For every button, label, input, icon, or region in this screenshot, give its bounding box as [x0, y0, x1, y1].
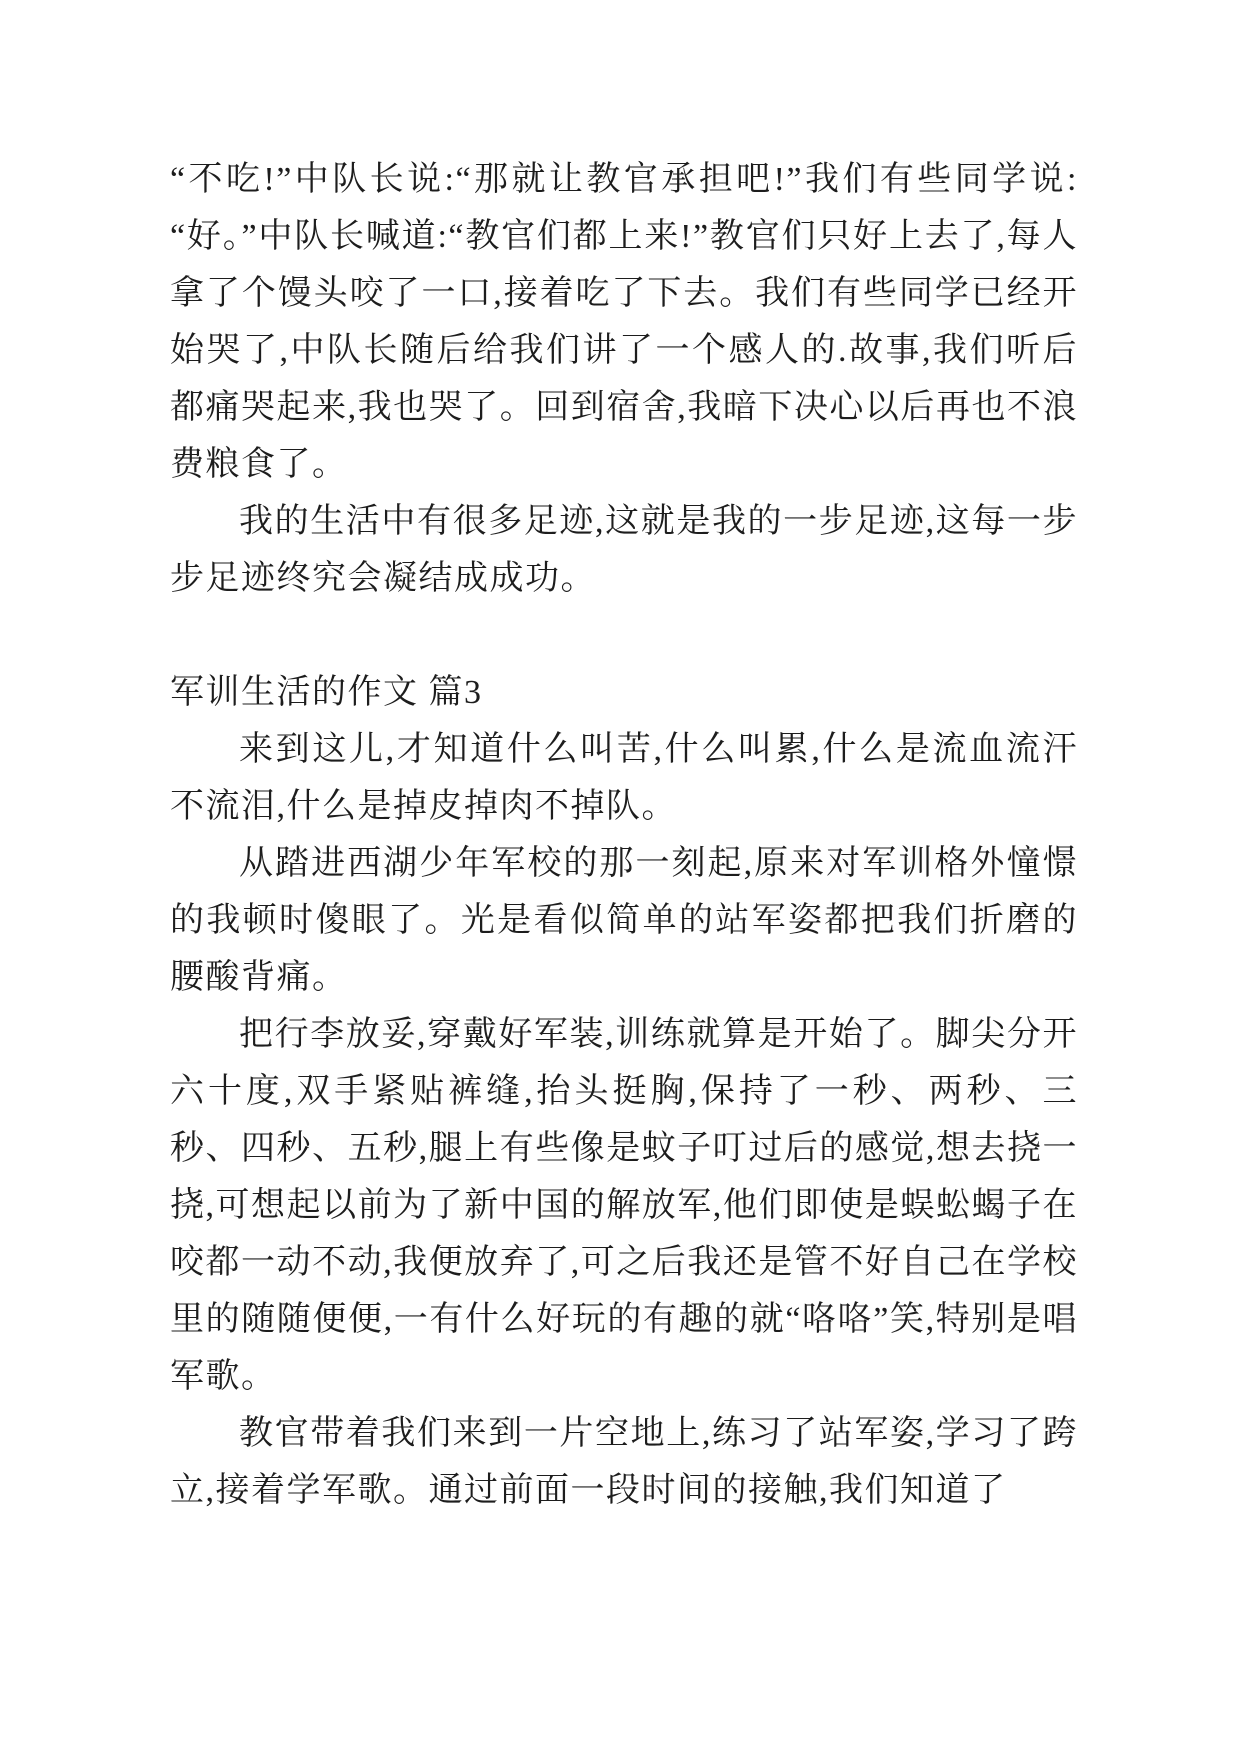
essay-paragraph: 来到这儿,才知道什么叫苦,什么叫累,什么是流血流汗不流泪,什么是掉皮掉肉不掉队。: [170, 731, 1078, 825]
essay-paragraph: 教官带着我们来到一片空地上,练习了站军姿,学习了跨立,接着学军歌。通过前面一段时间的接触,我们知道了: [170, 1415, 1078, 1509]
section-heading: 军训生活的作文 篇3: [170, 674, 483, 711]
essay-paragraph: 我的生活中有很多足迹,这就是我的一步足迹,这每一步步足迹终究会凝结成成功。: [170, 503, 1078, 597]
essay-paragraph: “不吃!”中队长说:“那就让教官承担吧!”我们有些同学说:“好。”中队长喊道:“教官们都上来!”教官们只好上去了,每人拿了个馒头咬了一口,接着吃了下去。我们有些同学已经开始哭了,中队长随后给我们讲了一个感人的.故事,我们听后都痛哭起来,我也哭了。回到宿舍,我暗下决心以后再也不浪费粮食了。: [170, 161, 1078, 483]
essay-content: [170, 151, 1078, 1519]
essay-paragraph: 把行李放妥,穿戴好军装,训练就算是开始了。脚尖分开六十度,双手紧贴裤缝,抬头挺胸,保持了一秒、两秒、三秒、四秒、五秒,腿上有些像是蚊子叮过后的感觉,想去挠一挠,可想起以前为了新中国的解放军,他们即使是蜈蚣蝎子在咬都一动不动,我便放弃了,可之后我还是管不好自己在学校里的随随便便,一有什么好玩的有趣的就“咯咯”笑,特别是唱军歌。: [170, 1016, 1078, 1395]
essay-paragraph: 从踏进西湖少年军校的那一刻起,原来对军训格外憧憬的我顿时傻眼了。光是看似简单的站军姿都把我们折磨的腰酸背痛。: [170, 845, 1078, 996]
